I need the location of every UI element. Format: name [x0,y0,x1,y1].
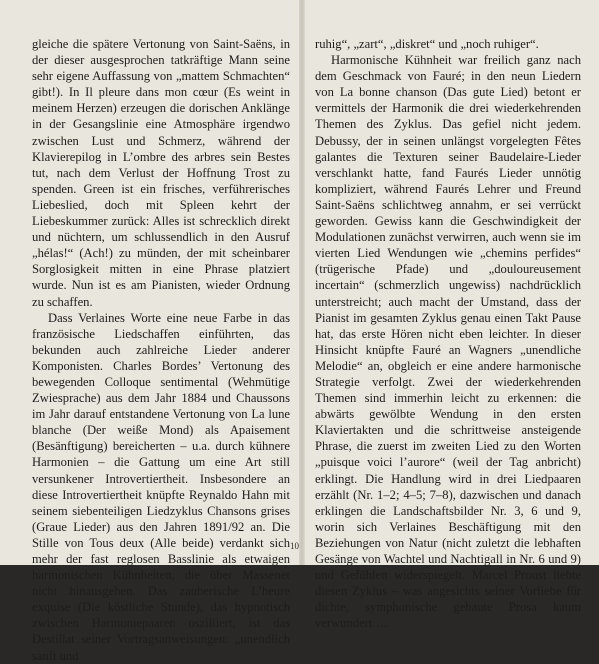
left-page-column [32,36,290,664]
right-page-column [315,36,581,631]
paragraph: Harmonische Kühnheit war freilich ganz nach dem Geschmack von Fauré; in den neun Liedern von La bonne chanson (Das gute Lied) betont er vermittels der Harmonik die drei wiederkehrenden Themen des Zyklus. Das gefiel nicht jedem. Debussy, der in seinen unlängst vorgelegten Fêtes galantes die Texturen seiner Baudelaire-Lieder verschlankt hatte, fand Faurés Lieder unnötig kompliziert, während Faurés Lehrer und Freund Saint-Saëns schlichtweg annahm, er sei verrückt geworden. Gewiss kann die Geschwindigkeit der Modulationen zunächst verwirren, auch wenn sie im vierten Lied Wendungen wie „chemins perfides“ (trügerische Pfade) und „douloureusement incertain“ (schmerzlich ungewiss) nachdrücklich unterstreicht; auch macht der Umstand, dass der Pianist im gesamten Zyklus genau einen Takt Pause hat, das erste Hören nicht eben leichter. In dieser Hinsicht knüpfte Fauré an Wagners „unendliche Melodie“ an, obgleich er eine andere harmonische Strategie verfolgt. Zwei der wiederkehrenden Themen sind immerhin leicht zu erkennen: die abwärts gewölbte Wendung in den ersten Klaviertakten und die schrittweise ansteigende Phrase, die zuerst im zweiten Lied zu den Worten „puisque voici l’aurore“ (weil der Tag anbricht) erklingt. Die Handlung wird in drei Liedpaaren erzählt (Nr. 1–2; 4–5; 7–8), dazwischen und danach erklingen die Landschaftsbilder Nr. 3, 6 und 9, worin sich Verlaines Beschäftigung mit den Beziehungen von Natur (nicht zuletzt die lebhaften Gesänge von Wachtel und Nachtigall in Nr. 6 und 9) und Gefühlen widerspiegelt. Marcel Proust liebte diesen Zyklus – was angesichts seiner Vorliebe für dichte, symphonische gebaute Prosa kaum verwundert … [315,53,581,631]
paragraph: Dass Verlaines Worte eine neue Farbe in das französische Liedschaffen einführten, das bekunden auch zahlreiche Lieder anderer Komponisten. Charles Bordes’ Vertonung des bewegenden Colloque sentimental (Wehmütige Zwiesprache) aus dem Jahr 1884 und Chaussons im Jahr darauf entstandene Vertonung von La lune blanche (Der weiße Mond) als Apaisement (Besänftigung) bereicherten – u.a. durch kühnere Harmonien – die Gattung um eine Art still versunkener Introvertiertheit. Insbesondere an diese Introvertiertheit knüpfte Reynaldo Hahn mit seinem siebenteiligen Liedzyklus Chansons grises (Graue Lieder) aus den Jahren 1891/92 an. Die Stille von Tous deux (Alle beide) verdankt sich mehr der fast reglosen Basslinie als etwaigen harmonischen Kühnheiten, die über Massenet nicht hinausgehen. Das zauberische L’heure exquise (Die köstliche Stunde), das hypnotisch zwischen Harmoniepaaren oszilliert, ist das Destillat seiner Vortragsanweisungen: „unendlich sanft und [32,310,290,663]
paragraph: gleiche die spätere Vertonung von Saint-Saëns, in der dieser ausgesprochen tatkräftige Mann seine sehr eigene Auffassung von „mattem Schmachten“ gibt!). In Il pleure dans mon cœur (Es weint in meinem Herzen) erzeugen die dorischen Anklänge in der Gesangslinie eine Atmosphäre irgendwo zwischen Lust und Schmerz, während der Klavierepilog in L’ombre des arbres sein Bestes tut, nach dem Verlust der Hoffnung Trost zu spenden. Green ist ein frisches, verführerisches Liebeslied, doch mit Spleen kehrt der Liebeskummer zurück: Alles ist schrecklich direkt und nüchtern, um schlussendlich in den Ausruf „hélas!“ (Ach!) zu münden, der mit scheinbarer Sorglosigkeit mitten in eine Phrase platziert wurde. Nun ist es am Pianisten, wieder Ordnung zu schaffen. [32,37,290,309]
page-number: 10 [290,541,299,551]
page-gutter [299,0,305,565]
paragraph: ruhig“, „zart“, „diskret“ und „noch ruhiger“. [315,37,539,51]
